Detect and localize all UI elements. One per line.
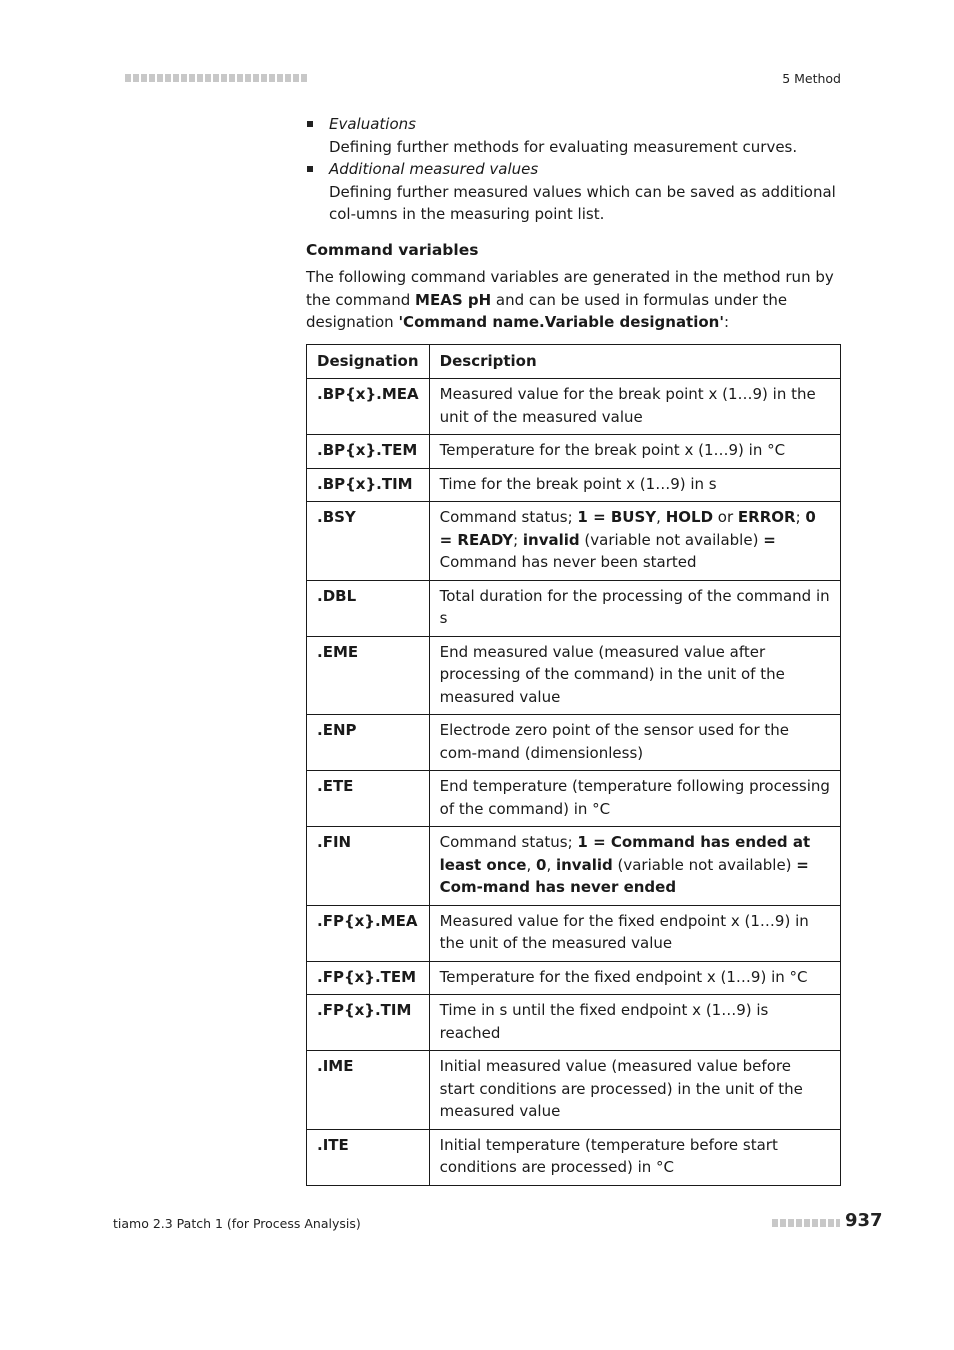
- table-row: [307, 636, 841, 715]
- cell-designation: .ENP: [307, 715, 430, 771]
- text-run: Command status;: [439, 833, 578, 851]
- cell-designation: .EME: [307, 636, 430, 715]
- cell-description: [429, 827, 840, 906]
- text-run: Initial temperature (temperature before start conditions are processed) in °C: [439, 1135, 778, 1176]
- text-run: = Com-mand has never ended: [439, 855, 809, 896]
- bullet-title: Additional measured values: [329, 160, 539, 178]
- text-run: Time for the break point x (1…9) in s: [439, 474, 717, 493]
- text-run: Total duration for the processing of the command in s: [439, 586, 830, 627]
- cell-designation: .IME: [307, 1051, 430, 1130]
- cell-designation: .BP{x}.TEM: [307, 435, 430, 469]
- cell-description: [429, 580, 840, 636]
- text-run: ;: [513, 530, 523, 549]
- cell-description: [429, 636, 840, 715]
- text-run: =: [763, 530, 776, 549]
- cell-description: [429, 715, 840, 771]
- header-section: 5 Method: [782, 71, 841, 86]
- text-run: End measured value (measured value after processing of the command) in the unit of the measured value: [439, 642, 785, 706]
- bullet-text: Defining further measured values which can be saved as additional col-umns in the measuring point list.: [329, 182, 836, 223]
- section-intro: [306, 266, 841, 334]
- section-heading: Command variables: [306, 240, 479, 259]
- bullet-title: Evaluations: [329, 115, 416, 133]
- cell-designation: .BP{x}.TIM: [307, 468, 430, 502]
- text-run: ,: [546, 855, 556, 874]
- text-run: 0 = READY: [439, 508, 816, 549]
- table-body: [307, 379, 841, 1186]
- table-row: [307, 905, 841, 961]
- table-row: [307, 435, 841, 469]
- main-content: [306, 113, 841, 1186]
- bullet-additional-measured-values: [306, 158, 841, 226]
- text-run: 1 = Command has ended at least once: [439, 833, 811, 874]
- cell-designation: .DBL: [307, 580, 430, 636]
- text-run: (variable not available): [579, 530, 764, 549]
- table-row: [307, 771, 841, 827]
- cell-description: [429, 961, 840, 995]
- text-run: (variable not available): [612, 855, 797, 874]
- text-run: End temperature (temperature following processing of the command) in °C: [439, 777, 830, 818]
- text-run: Temperature for the break point x (1…9) in °C: [439, 441, 786, 459]
- text-run: HOLD: [665, 508, 714, 526]
- bullet-square-icon: [307, 121, 313, 127]
- text-run: ,: [526, 855, 536, 874]
- text-run: ERROR: [737, 508, 796, 526]
- table-row: [307, 961, 841, 995]
- bullet-text: Defining further methods for evaluating measurement curves.: [329, 137, 798, 156]
- column-header-description: Description: [429, 344, 840, 379]
- text-run: invalid: [522, 530, 580, 549]
- page-number: 937: [845, 1210, 883, 1231]
- table-row: [307, 379, 841, 435]
- table-row: [307, 715, 841, 771]
- table-row: [307, 1051, 841, 1130]
- cell-designation: .ETE: [307, 771, 430, 827]
- text-run: ,: [656, 508, 666, 526]
- text-run: 'Command name.Variable designation': [398, 313, 724, 331]
- text-run: :: [723, 313, 730, 331]
- text-run: Initial measured value (measured value before start conditions are processed) in the unit of the measured value: [439, 1057, 803, 1120]
- bullet-square-icon: [307, 166, 313, 172]
- cell-designation: .FP{x}.TIM: [307, 995, 430, 1051]
- text-run: 0: [536, 855, 547, 874]
- footer-decoration: [772, 1219, 840, 1227]
- variables-table: [306, 344, 841, 1186]
- text-run: 1 = BUSY: [577, 508, 657, 526]
- text-run: invalid: [555, 855, 613, 874]
- text-run: and can be used in formulas under the designation: [306, 290, 788, 331]
- bullet-evaluations: [306, 113, 841, 158]
- text-run: ;: [795, 508, 806, 526]
- cell-description: [429, 468, 840, 502]
- text-run: or: [713, 508, 738, 526]
- text-run: MEAS pH: [415, 290, 492, 309]
- cell-description: [429, 905, 840, 961]
- table-row: [307, 580, 841, 636]
- text-run: Temperature for the fixed endpoint x (1…9) in °C: [439, 967, 808, 986]
- cell-description: [429, 379, 840, 435]
- text-run: Command has never been started: [439, 553, 697, 571]
- header-decoration: [125, 74, 307, 82]
- table-row: [307, 468, 841, 502]
- cell-description: [429, 502, 840, 581]
- text-run: Electrode zero point of the sensor used for the com-mand (dimensionless): [439, 721, 790, 762]
- table-row: [307, 995, 841, 1051]
- text-run: The following command variables are generated in the method run by the command: [306, 268, 834, 309]
- text-run: Measured value for the fixed endpoint x (1…9) in the unit of the measured value: [439, 911, 809, 952]
- cell-description: [429, 995, 840, 1051]
- column-header-designation: Designation: [307, 344, 430, 379]
- cell-designation: .FIN: [307, 827, 430, 906]
- cell-designation: .FP{x}.TEM: [307, 961, 430, 995]
- footer-product: tiamo 2.3 Patch 1 (for Process Analysis): [113, 1216, 361, 1231]
- table-header-row: [307, 344, 841, 379]
- cell-designation: .ITE: [307, 1129, 430, 1185]
- text-run: Measured value for the break point x (1…9) in the unit of the measured value: [439, 385, 816, 426]
- cell-description: [429, 771, 840, 827]
- cell-designation: .BP{x}.MEA: [307, 379, 430, 435]
- table-row: [307, 1129, 841, 1185]
- text-run: Time in s until the fixed endpoint x (1…9) is reached: [439, 1001, 769, 1042]
- cell-description: [429, 1051, 840, 1130]
- cell-designation: .FP{x}.MEA: [307, 905, 430, 961]
- cell-description: [429, 435, 840, 469]
- cell-description: [429, 1129, 840, 1185]
- text-run: Command status;: [439, 508, 578, 526]
- table-row: [307, 827, 841, 906]
- table-row: [307, 502, 841, 581]
- cell-designation: .BSY: [307, 502, 430, 581]
